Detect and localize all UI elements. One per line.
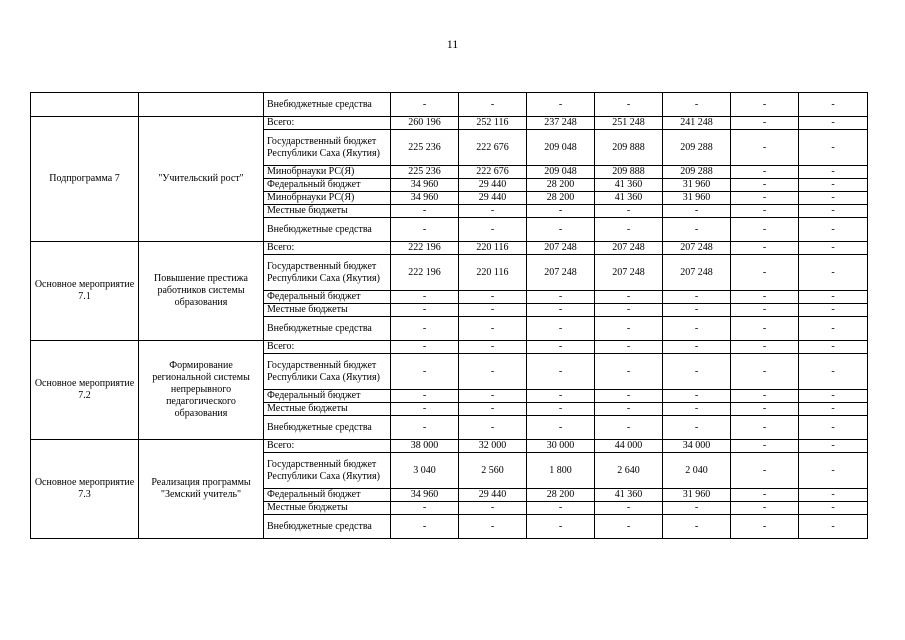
table-row [31, 93, 868, 117]
value-cell: - [459, 403, 527, 416]
value-cell: - [799, 179, 868, 192]
funding-source-cell: Государственный бюджет Республики Саха (Якутия) [264, 354, 391, 390]
funding-source-cell: Местные бюджеты [264, 304, 391, 317]
funding-source-cell: Внебюджетные средства [264, 93, 391, 117]
value-cell: - [459, 515, 527, 539]
activity-name-cell: Формирование региональной системы непрерывного педагогического образования [139, 341, 264, 440]
value-cell: - [799, 255, 868, 291]
value-cell: 209 048 [527, 166, 595, 179]
value-cell: - [459, 354, 527, 390]
value-cell: 225 236 [391, 166, 459, 179]
value-cell: - [527, 93, 595, 117]
value-cell: - [731, 416, 799, 440]
value-cell: 38 000 [391, 440, 459, 453]
value-cell: - [595, 403, 663, 416]
activity-name-cell: Повышение престижа работников системы образования [139, 242, 264, 341]
value-cell: - [663, 403, 731, 416]
value-cell: 28 200 [527, 489, 595, 502]
value-cell: 209 288 [663, 130, 731, 166]
value-cell: - [459, 205, 527, 218]
value-cell: - [527, 341, 595, 354]
program-cell: Подпрограмма 7 [31, 117, 139, 242]
value-cell: 222 676 [459, 130, 527, 166]
value-cell: - [799, 489, 868, 502]
value-cell: - [799, 354, 868, 390]
value-cell: - [731, 354, 799, 390]
value-cell: 29 440 [459, 179, 527, 192]
activity-name-cell: Реализация программы "Земский учитель" [139, 440, 264, 539]
table-row [31, 341, 868, 354]
value-cell: - [527, 291, 595, 304]
value-cell: - [731, 93, 799, 117]
value-cell: - [799, 515, 868, 539]
value-cell: - [595, 416, 663, 440]
funding-source-cell: Федеральный бюджет [264, 390, 391, 403]
value-cell: - [663, 390, 731, 403]
value-cell: - [527, 205, 595, 218]
value-cell: 207 248 [663, 242, 731, 255]
table-row [31, 117, 868, 130]
funding-source-cell: Внебюджетные средства [264, 416, 391, 440]
value-cell: 207 248 [595, 255, 663, 291]
value-cell: - [731, 489, 799, 502]
value-cell: - [799, 403, 868, 416]
value-cell: - [459, 93, 527, 117]
value-cell: - [663, 218, 731, 242]
value-cell: - [731, 317, 799, 341]
value-cell: 2 040 [663, 453, 731, 489]
value-cell: - [595, 515, 663, 539]
program-cell: Основное мероприятие 7.1 [31, 242, 139, 341]
funding-source-cell: Государственный бюджет Республики Саха (Якутия) [264, 130, 391, 166]
value-cell: 2 640 [595, 453, 663, 489]
value-cell: 251 248 [595, 117, 663, 130]
value-cell: - [799, 416, 868, 440]
value-cell: 3 040 [391, 453, 459, 489]
value-cell: - [527, 218, 595, 242]
value-cell: - [731, 117, 799, 130]
value-cell: - [459, 390, 527, 403]
value-cell: - [595, 205, 663, 218]
value-cell: - [663, 354, 731, 390]
funding-source-cell: Государственный бюджет Республики Саха (Якутия) [264, 255, 391, 291]
value-cell: - [799, 130, 868, 166]
value-cell: - [391, 403, 459, 416]
value-cell: - [595, 218, 663, 242]
value-cell: 34 960 [391, 179, 459, 192]
value-cell: 222 196 [391, 242, 459, 255]
value-cell: - [595, 390, 663, 403]
value-cell: 252 116 [459, 117, 527, 130]
value-cell: - [459, 291, 527, 304]
value-cell: - [731, 390, 799, 403]
value-cell: - [731, 192, 799, 205]
value-cell: 260 196 [391, 117, 459, 130]
value-cell: - [459, 218, 527, 242]
value-cell: 31 960 [663, 489, 731, 502]
value-cell: 207 248 [527, 255, 595, 291]
value-cell: 44 000 [595, 440, 663, 453]
value-cell: - [391, 291, 459, 304]
activity-name-cell: "Учительский рост" [139, 117, 264, 242]
value-cell: - [731, 255, 799, 291]
value-cell: 209 888 [595, 166, 663, 179]
value-cell: - [595, 304, 663, 317]
value-cell: - [731, 205, 799, 218]
value-cell: - [799, 218, 868, 242]
table-row [31, 242, 868, 255]
value-cell: 34 000 [663, 440, 731, 453]
value-cell: 28 200 [527, 192, 595, 205]
value-cell: - [731, 291, 799, 304]
value-cell: - [595, 291, 663, 304]
value-cell: - [391, 205, 459, 218]
funding-source-cell: Всего: [264, 341, 391, 354]
value-cell: - [799, 440, 868, 453]
value-cell: 207 248 [595, 242, 663, 255]
value-cell: - [459, 317, 527, 341]
value-cell: - [799, 341, 868, 354]
value-cell: - [731, 218, 799, 242]
value-cell: - [663, 205, 731, 218]
value-cell: - [799, 117, 868, 130]
value-cell: - [731, 304, 799, 317]
value-cell: 220 116 [459, 255, 527, 291]
value-cell: - [663, 317, 731, 341]
value-cell: - [391, 304, 459, 317]
value-cell: - [391, 354, 459, 390]
value-cell: - [595, 354, 663, 390]
value-cell: - [527, 403, 595, 416]
value-cell: 29 440 [459, 192, 527, 205]
value-cell: 32 000 [459, 440, 527, 453]
value-cell: - [595, 93, 663, 117]
funding-source-cell: Федеральный бюджет [264, 179, 391, 192]
value-cell: 34 960 [391, 192, 459, 205]
value-cell: - [799, 291, 868, 304]
value-cell: 30 000 [527, 440, 595, 453]
funding-source-cell: Внебюджетные средства [264, 317, 391, 341]
value-cell: - [595, 502, 663, 515]
value-cell: - [663, 93, 731, 117]
value-cell: 41 360 [595, 179, 663, 192]
value-cell: - [459, 304, 527, 317]
value-cell: 31 960 [663, 192, 731, 205]
funding-source-cell: Внебюджетные средства [264, 515, 391, 539]
value-cell: - [663, 502, 731, 515]
value-cell: - [527, 390, 595, 403]
value-cell: - [459, 502, 527, 515]
funding-source-cell: Минобрнауки РС(Я) [264, 192, 391, 205]
value-cell: - [459, 416, 527, 440]
funding-source-cell: Всего: [264, 242, 391, 255]
value-cell: - [527, 416, 595, 440]
value-cell: 29 440 [459, 489, 527, 502]
value-cell: - [731, 440, 799, 453]
table-row [31, 440, 868, 453]
value-cell: - [731, 515, 799, 539]
value-cell: - [391, 502, 459, 515]
value-cell: - [459, 341, 527, 354]
value-cell: 207 248 [663, 255, 731, 291]
value-cell: 28 200 [527, 179, 595, 192]
funding-source-cell: Минобрнауки РС(Я) [264, 166, 391, 179]
value-cell: - [391, 416, 459, 440]
value-cell: 237 248 [527, 117, 595, 130]
value-cell: - [731, 502, 799, 515]
page-number: 11 [446, 37, 459, 51]
value-cell: - [799, 93, 868, 117]
value-cell: - [663, 515, 731, 539]
value-cell: - [595, 341, 663, 354]
value-cell: - [731, 341, 799, 354]
value-cell: - [799, 205, 868, 218]
value-cell: - [595, 317, 663, 341]
value-cell: - [799, 192, 868, 205]
funding-source-cell: Всего: [264, 440, 391, 453]
value-cell: - [391, 341, 459, 354]
value-cell: - [731, 179, 799, 192]
value-cell: - [663, 416, 731, 440]
value-cell: - [731, 242, 799, 255]
funding-source-cell: Всего: [264, 117, 391, 130]
value-cell: 207 248 [527, 242, 595, 255]
value-cell: - [799, 453, 868, 489]
value-cell: - [391, 515, 459, 539]
funding-source-cell: Местные бюджеты [264, 205, 391, 218]
value-cell: - [527, 515, 595, 539]
value-cell: - [731, 166, 799, 179]
program-cell: Основное мероприятие 7.3 [31, 440, 139, 539]
value-cell: 41 360 [595, 489, 663, 502]
value-cell: 209 048 [527, 130, 595, 166]
value-cell: 2 560 [459, 453, 527, 489]
value-cell: - [799, 317, 868, 341]
value-cell: 225 236 [391, 130, 459, 166]
funding-source-cell: Местные бюджеты [264, 502, 391, 515]
program-cell [31, 93, 139, 117]
funding-source-cell: Государственный бюджет Республики Саха (Якутия) [264, 453, 391, 489]
value-cell: 209 288 [663, 166, 731, 179]
value-cell: - [799, 304, 868, 317]
value-cell: - [663, 291, 731, 304]
value-cell: - [527, 304, 595, 317]
value-cell: - [527, 354, 595, 390]
value-cell: 220 116 [459, 242, 527, 255]
budget-table [30, 92, 868, 539]
value-cell: - [391, 93, 459, 117]
value-cell: - [391, 317, 459, 341]
funding-source-cell: Местные бюджеты [264, 403, 391, 416]
activity-name-cell [139, 93, 264, 117]
value-cell: - [799, 242, 868, 255]
value-cell: 222 676 [459, 166, 527, 179]
value-cell: - [799, 390, 868, 403]
funding-source-cell: Федеральный бюджет [264, 291, 391, 304]
value-cell: - [663, 341, 731, 354]
value-cell: - [799, 502, 868, 515]
value-cell: - [799, 166, 868, 179]
value-cell: 222 196 [391, 255, 459, 291]
value-cell: 34 960 [391, 489, 459, 502]
value-cell: 209 888 [595, 130, 663, 166]
value-cell: 41 360 [595, 192, 663, 205]
value-cell: - [731, 453, 799, 489]
value-cell: - [663, 304, 731, 317]
program-cell: Основное мероприятие 7.2 [31, 341, 139, 440]
value-cell: 241 248 [663, 117, 731, 130]
funding-source-cell: Внебюджетные средства [264, 218, 391, 242]
value-cell: - [731, 403, 799, 416]
value-cell: 31 960 [663, 179, 731, 192]
value-cell: 1 800 [527, 453, 595, 489]
value-cell: - [527, 317, 595, 341]
funding-source-cell: Федеральный бюджет [264, 489, 391, 502]
value-cell: - [527, 502, 595, 515]
value-cell: - [731, 130, 799, 166]
value-cell: - [391, 218, 459, 242]
value-cell: - [391, 390, 459, 403]
